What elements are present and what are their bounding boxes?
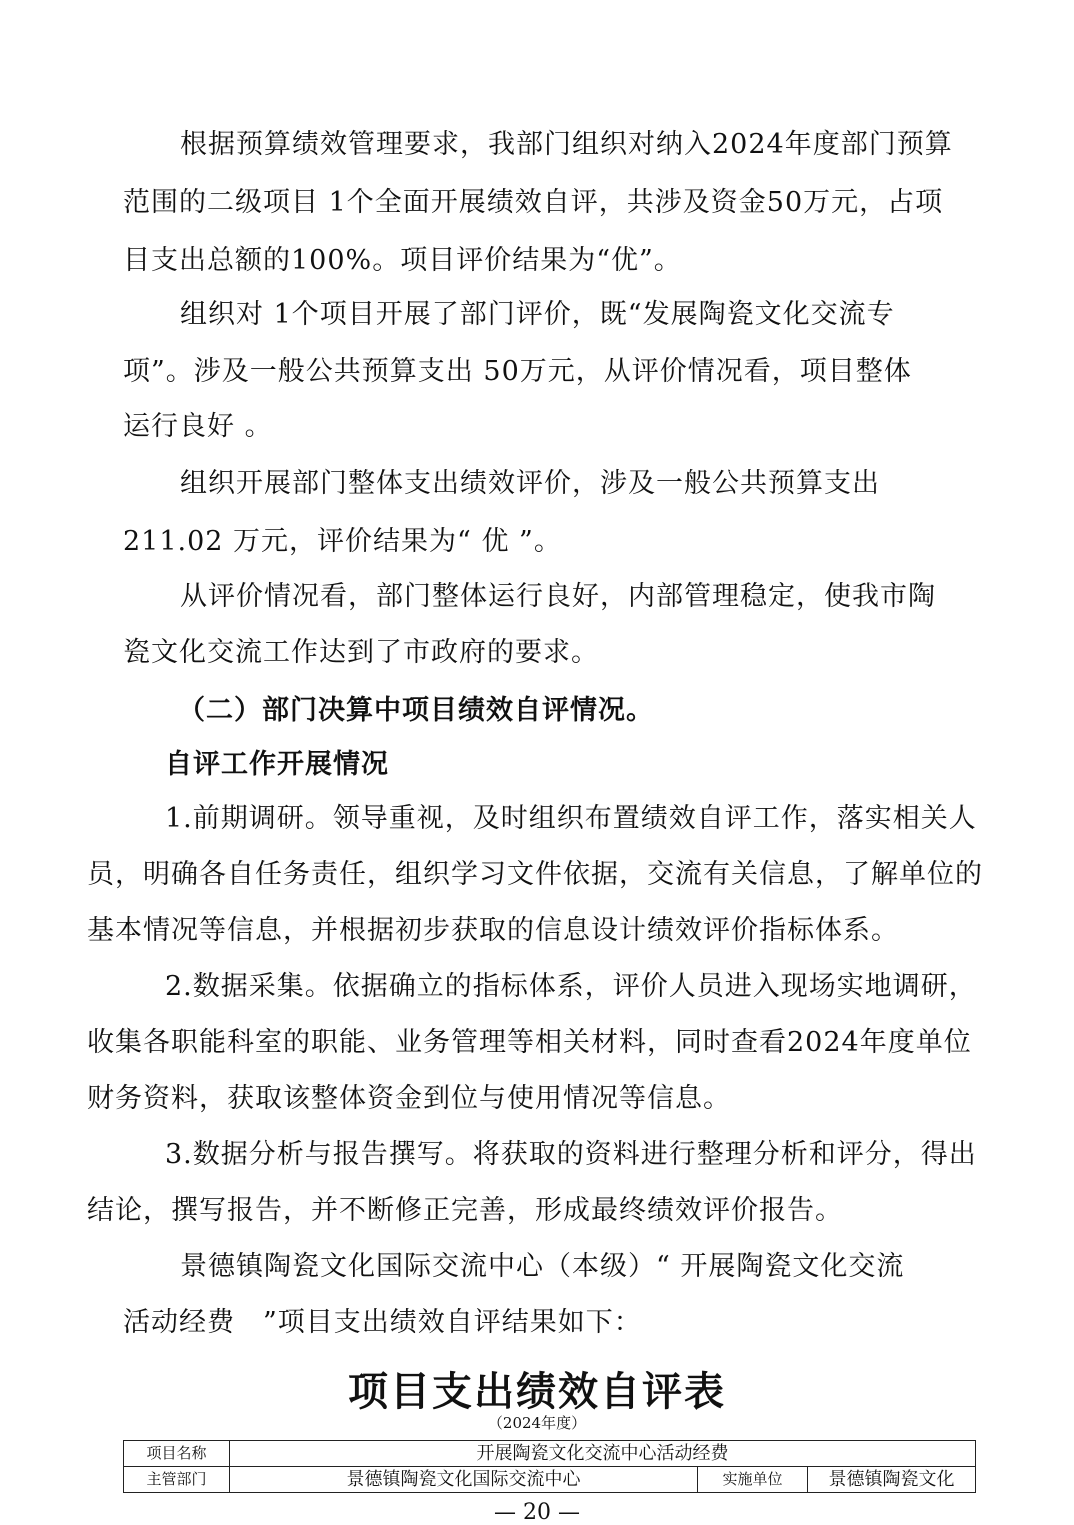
form-title: 项目支出绩效自评表	[348, 1369, 726, 1415]
paragraph-line: 3.数据分析与报告撰写。将获取的资料进行整理分析和评分，得出	[165, 1139, 977, 1170]
paragraph-line: 211.02 万元，评价结果为“ 优 ”。	[123, 526, 562, 557]
paragraph-line: 1.前期调研。领导重视，及时组织布置绩效自评工作，落实相关人	[165, 803, 977, 834]
impl-label: 实施单位	[698, 1467, 808, 1493]
paragraph-line: 目支出总额的100%。项目评价结果为“优”。	[123, 245, 682, 276]
paragraph-line: 基本情况等信息，并根据初步获取的信息设计绩效评价指标体系。	[87, 915, 899, 946]
paragraph-line: 组织开展部门整体支出绩效评价，涉及一般公共预算支出	[180, 468, 880, 499]
paragraph-line: 根据预算绩效管理要求，我部门组织对纳入2024年度部门预算	[180, 129, 953, 160]
paragraph-line: 收集各职能科室的职能、业务管理等相关材料，同时查看2024年度单位	[87, 1027, 972, 1058]
paragraph-line: 项”。涉及一般公共预算支出 50万元，从评价情况看，项目整体	[123, 356, 912, 387]
table-row	[124, 1467, 976, 1493]
table-row	[124, 1441, 976, 1467]
paragraph-line: 范围的二级项目 1个全面开展绩效自评，共涉及资金50万元，占项	[123, 187, 944, 218]
dept-label: 主管部门	[124, 1467, 230, 1493]
paragraph-line: 组织对 1个项目开展了部门评价，既“发展陶瓷文化交流专	[180, 299, 895, 330]
impl-value: 景德镇陶瓷文化	[808, 1467, 976, 1493]
paragraph-line: 瓷文化交流工作达到了市政府的要求。	[123, 637, 599, 668]
project-name-label: 项目名称	[124, 1441, 230, 1467]
paragraph-line: 员，明确各自任务责任，组织学习文件依据，交流有关信息，了解单位的	[87, 859, 983, 890]
form-year: （2024年度）	[487, 1414, 587, 1432]
project-name-value: 开展陶瓷文化交流中心活动经费	[230, 1441, 976, 1467]
paragraph-line: 景德镇陶瓷文化国际交流中心（本级）“ 开展陶瓷文化交流	[180, 1251, 905, 1282]
page-number: — 20 —	[494, 1500, 580, 1525]
paragraph-line: 结论，撰写报告，并不断修正完善，形成最终绩效评价报告。	[87, 1195, 843, 1226]
paragraph-line: 运行良好 。	[123, 411, 273, 442]
paragraph-line: 2.数据采集。依据确立的指标体系，评价人员进入现场实地调研，	[165, 971, 977, 1002]
paragraph-line: 财务资料，获取该整体资金到位与使用情况等信息。	[87, 1083, 731, 1114]
paragraph-line: 从评价情况看，部门整体运行良好，内部管理稳定，使我市陶	[180, 581, 936, 612]
section-heading: （二）部门决算中项目绩效自评情况。	[178, 695, 654, 726]
self-evaluation-table	[123, 1440, 976, 1493]
subsection-heading: 自评工作开展情况	[165, 749, 389, 780]
dept-value: 景德镇陶瓷文化国际交流中心	[230, 1467, 698, 1493]
paragraph-line: 活动经费 ”项目支出绩效自评结果如下：	[123, 1307, 642, 1338]
